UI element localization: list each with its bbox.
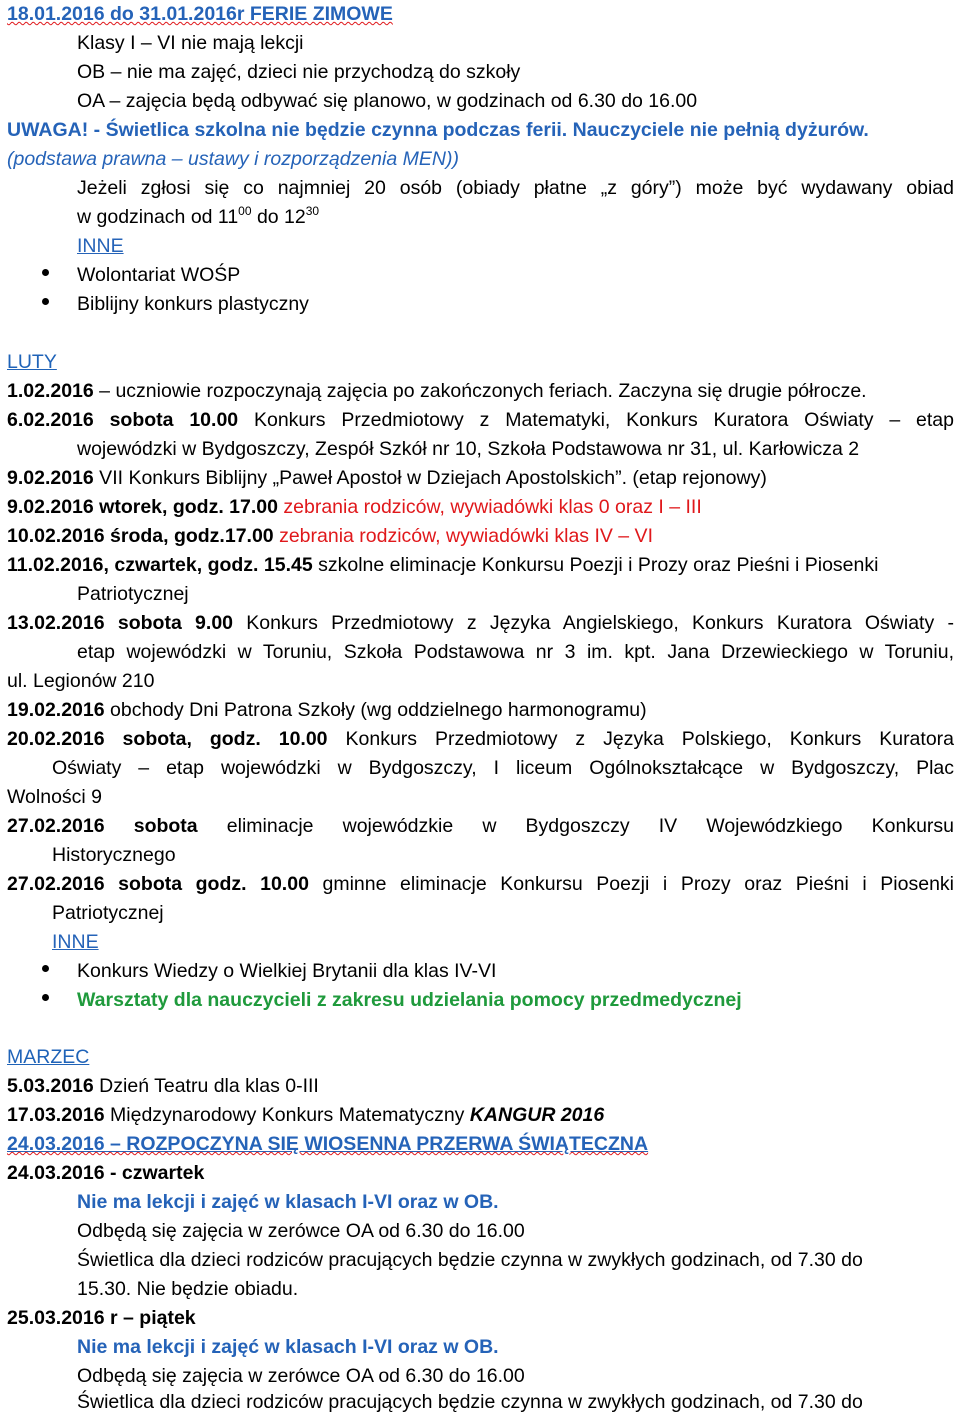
luty-event-2-cont: wojewódzki w Bydgoszczy, Zespół Szkół nr 10, Szkoła Podstawowa nr 31, ul. Karłowicza 2 — [77, 438, 860, 460]
bullet-icon — [42, 994, 49, 1001]
luty-event-11 — [7, 870, 954, 899]
obiad-hours-sup2: 30 — [305, 204, 320, 218]
event-text: gminne eliminacje Konkursu Poezji i Prozy oraz Pieśni i Piosenki — [322, 873, 955, 895]
event-date: 11.02.2016, czwartek, godz. 15.45 — [7, 554, 313, 576]
marzec-day-1-line-4: 15.30. Nie będzie obiadu. — [77, 1278, 299, 1300]
obiad-hours-prefix: w godzinach od 11 — [77, 206, 239, 228]
luty-event-5 — [7, 522, 960, 551]
event-text: zebrania rodziców, wywiadówki klas 0 oraz I – III — [277, 496, 702, 518]
event-text: Konkurs Przedmiotowy z Języka Polskiego, Konkurs Kuratora — [345, 728, 955, 750]
luty-event-8 — [7, 696, 960, 725]
event-text: szkolne eliminacje Konkursu Poezji i Prozy oraz Pieśni i Piosenki — [312, 554, 879, 576]
obiad-hours-mid: do 12 — [251, 206, 306, 228]
event-date: 20.02.2016 sobota, godz. 10.00 — [7, 728, 328, 750]
event-text: Konkurs Przedmiotowy z Języka Angielskiego, Konkurs Kuratora Oświaty - — [246, 612, 954, 634]
ferie-uwaga: UWAGA! - Świetlica szkolna nie będzie czynna podczas ferii. Nauczyciele nie pełnią dyżurów. — [7, 119, 869, 141]
ferie-heading — [7, 0, 960, 29]
event-date: 5.03.2016 — [7, 1075, 94, 1097]
ferie-inne-text: INNE — [77, 235, 124, 257]
marzec-day-2-line-2: Odbędą się zajęcia w zerówce OA od 6.30 do 16.00 — [77, 1365, 525, 1387]
marzec-day-2-heading: 25.03.2016 r – piątek — [7, 1307, 196, 1329]
luty-event-7-cont: etap wojewódzki w Toruniu, Szkoła Podstawowa nr 3 im. kpt. Jana Drzewieckiego w Toruniu, — [77, 641, 954, 663]
event-text: VII Konkurs Biblijny „Paweł Apostoł w Dziejach Apostolskich”. (etap rejonowy) — [93, 467, 767, 489]
marzec-event-2 — [7, 1101, 960, 1130]
luty-heading — [7, 348, 960, 377]
event-date: 9.02.2016 — [7, 467, 94, 489]
ferie-line-klasy: Klasy I – VI nie mają lekcji — [77, 32, 304, 54]
event-date: 10.02.2016 środa, godz.17.00 — [7, 525, 274, 547]
luty-event-3 — [7, 464, 960, 493]
event-text: Międzynarodowy Konkurs Matematyczny — [104, 1104, 470, 1126]
bullet-icon — [42, 298, 49, 305]
event-date: 6.02.2016 sobota 10.00 — [7, 409, 239, 431]
event-text: zebrania rodziców, wywiadówki klas IV – VI — [273, 525, 653, 547]
event-date: 27.02.2016 sobota — [7, 815, 198, 837]
luty-event-2 — [7, 406, 954, 435]
przerwa-label: 24.03.2016 – ROZPOCZYNA SIĘ WIOSENNA PRZERWA ŚWIĄTECZNA — [7, 1133, 649, 1155]
bullet-icon — [42, 965, 49, 972]
ferie-bullet-wosp: Wolontariat WOŚP — [77, 264, 241, 286]
bullet-icon — [42, 269, 49, 276]
marzec-day-2-line-3: Świetlica dla dzieci rodziców pracujących będzie czynna w zwykłych godzinach, od 7.30 do — [77, 1391, 863, 1413]
event-date: 27.02.2016 sobota godz. 10.00 — [7, 873, 309, 895]
luty-event-9-cont2: Wolności 9 — [7, 786, 103, 808]
marzec-day-1-heading: 24.03.2016 - czwartek — [7, 1162, 205, 1184]
marzec-heading — [7, 1043, 960, 1072]
ferie-line-oa: OA – zajęcia będą odbywać się planowo, w godzinach od 6.30 do 16.00 — [77, 90, 698, 112]
ferie-line-ob: OB – nie ma zajęć, dzieci nie przychodzą do szkoły — [77, 61, 521, 83]
marzec-day-1-line-1: Nie ma lekcji i zajęć w klasach I-VI oraz w OB. — [77, 1191, 499, 1213]
ferie-podstawa: (podstawa prawna – ustawy i rozporządzenia MEN)) — [7, 148, 459, 170]
luty-inne-text: INNE — [52, 931, 99, 953]
event-date: 19.02.2016 — [7, 699, 105, 721]
luty-event-6-cont: Patriotycznej — [77, 583, 189, 605]
ferie-obiad-line: Jeżeli zgłosi się co najmniej 20 osób (obiady płatne „z góry”) może być wydawany obiad — [77, 177, 954, 199]
luty-event-9 — [7, 725, 954, 754]
obiad-hours-sup1: 00 — [238, 204, 252, 218]
event-kangur: KANGUR 2016 — [469, 1104, 605, 1126]
luty-event-4 — [7, 493, 960, 522]
marzec-day-1-line-3: Świetlica dla dzieci rodziców pracujących będzie czynna w zwykłych godzinach, od 7.30 do — [77, 1249, 863, 1271]
event-text: obchody Dni Patrona Szkoły (wg oddzielnego harmonogramu) — [104, 699, 647, 721]
luty-event-1 — [7, 377, 960, 406]
luty-bullet-warsztaty: Warsztaty dla nauczycieli z zakresu udzielania pomocy przedmedycznej — [77, 989, 742, 1011]
luty-event-7-cont2: ul. Legionów 210 — [7, 670, 155, 692]
marzec-day-2-line-1: Nie ma lekcji i zajęć w klasach I-VI oraz w OB. — [77, 1336, 499, 1358]
luty-inne-heading — [52, 928, 960, 957]
ferie-heading-text: 18.01.2016 do 31.01.2016r FERIE ZIMOWE — [7, 3, 393, 25]
ferie-bullet-konkurs: Biblijny konkurs plastyczny — [77, 293, 309, 315]
event-text: Konkurs Przedmiotowy z Matematyki, Konkurs Kuratora Oświaty – etap — [253, 409, 954, 431]
marzec-przerwa — [7, 1130, 960, 1159]
event-text: eliminacje wojewódzkie w Bydgoszczy IV Wojewódzkiego Konkursu — [226, 815, 955, 837]
marzec-event-1 — [7, 1072, 960, 1101]
event-date: 9.02.2016 wtorek, godz. 17.00 — [7, 496, 278, 518]
luty-event-10 — [7, 812, 954, 841]
luty-event-10-cont: Historycznego — [52, 844, 176, 866]
marzec-day-1-line-2: Odbędą się zajęcia w zerówce OA od 6.30 do 16.00 — [77, 1220, 525, 1242]
event-date: 17.03.2016 — [7, 1104, 105, 1126]
ferie-obiad-hours — [77, 203, 960, 232]
event-text: Dzień Teatru dla klas 0-III — [93, 1075, 319, 1097]
ferie-inne-heading — [77, 232, 960, 261]
luty-event-7 — [7, 609, 954, 638]
luty-event-9-cont: Oświaty – etap wojewódzki w Bydgoszczy, I liceum Ogólnokształcące w Bydgoszczy, Plac — [52, 757, 954, 779]
przerwa-text — [7, 1133, 648, 1155]
event-date: 13.02.2016 sobota 9.00 — [7, 612, 234, 634]
event-date: 1.02.2016 — [7, 380, 94, 402]
event-text: – uczniowie rozpoczynają zajęcia po zakończonych feriach. Zaczyna się drugie półrocze. — [93, 380, 867, 402]
luty-event-11-cont: Patriotycznej — [52, 902, 164, 924]
luty-heading-text: LUTY — [7, 351, 57, 373]
marzec-heading-text: MARZEC — [7, 1046, 90, 1068]
luty-bullet-wiedza: Konkurs Wiedzy o Wielkiej Brytanii dla klas IV-VI — [77, 960, 497, 982]
luty-event-6 — [7, 551, 960, 580]
